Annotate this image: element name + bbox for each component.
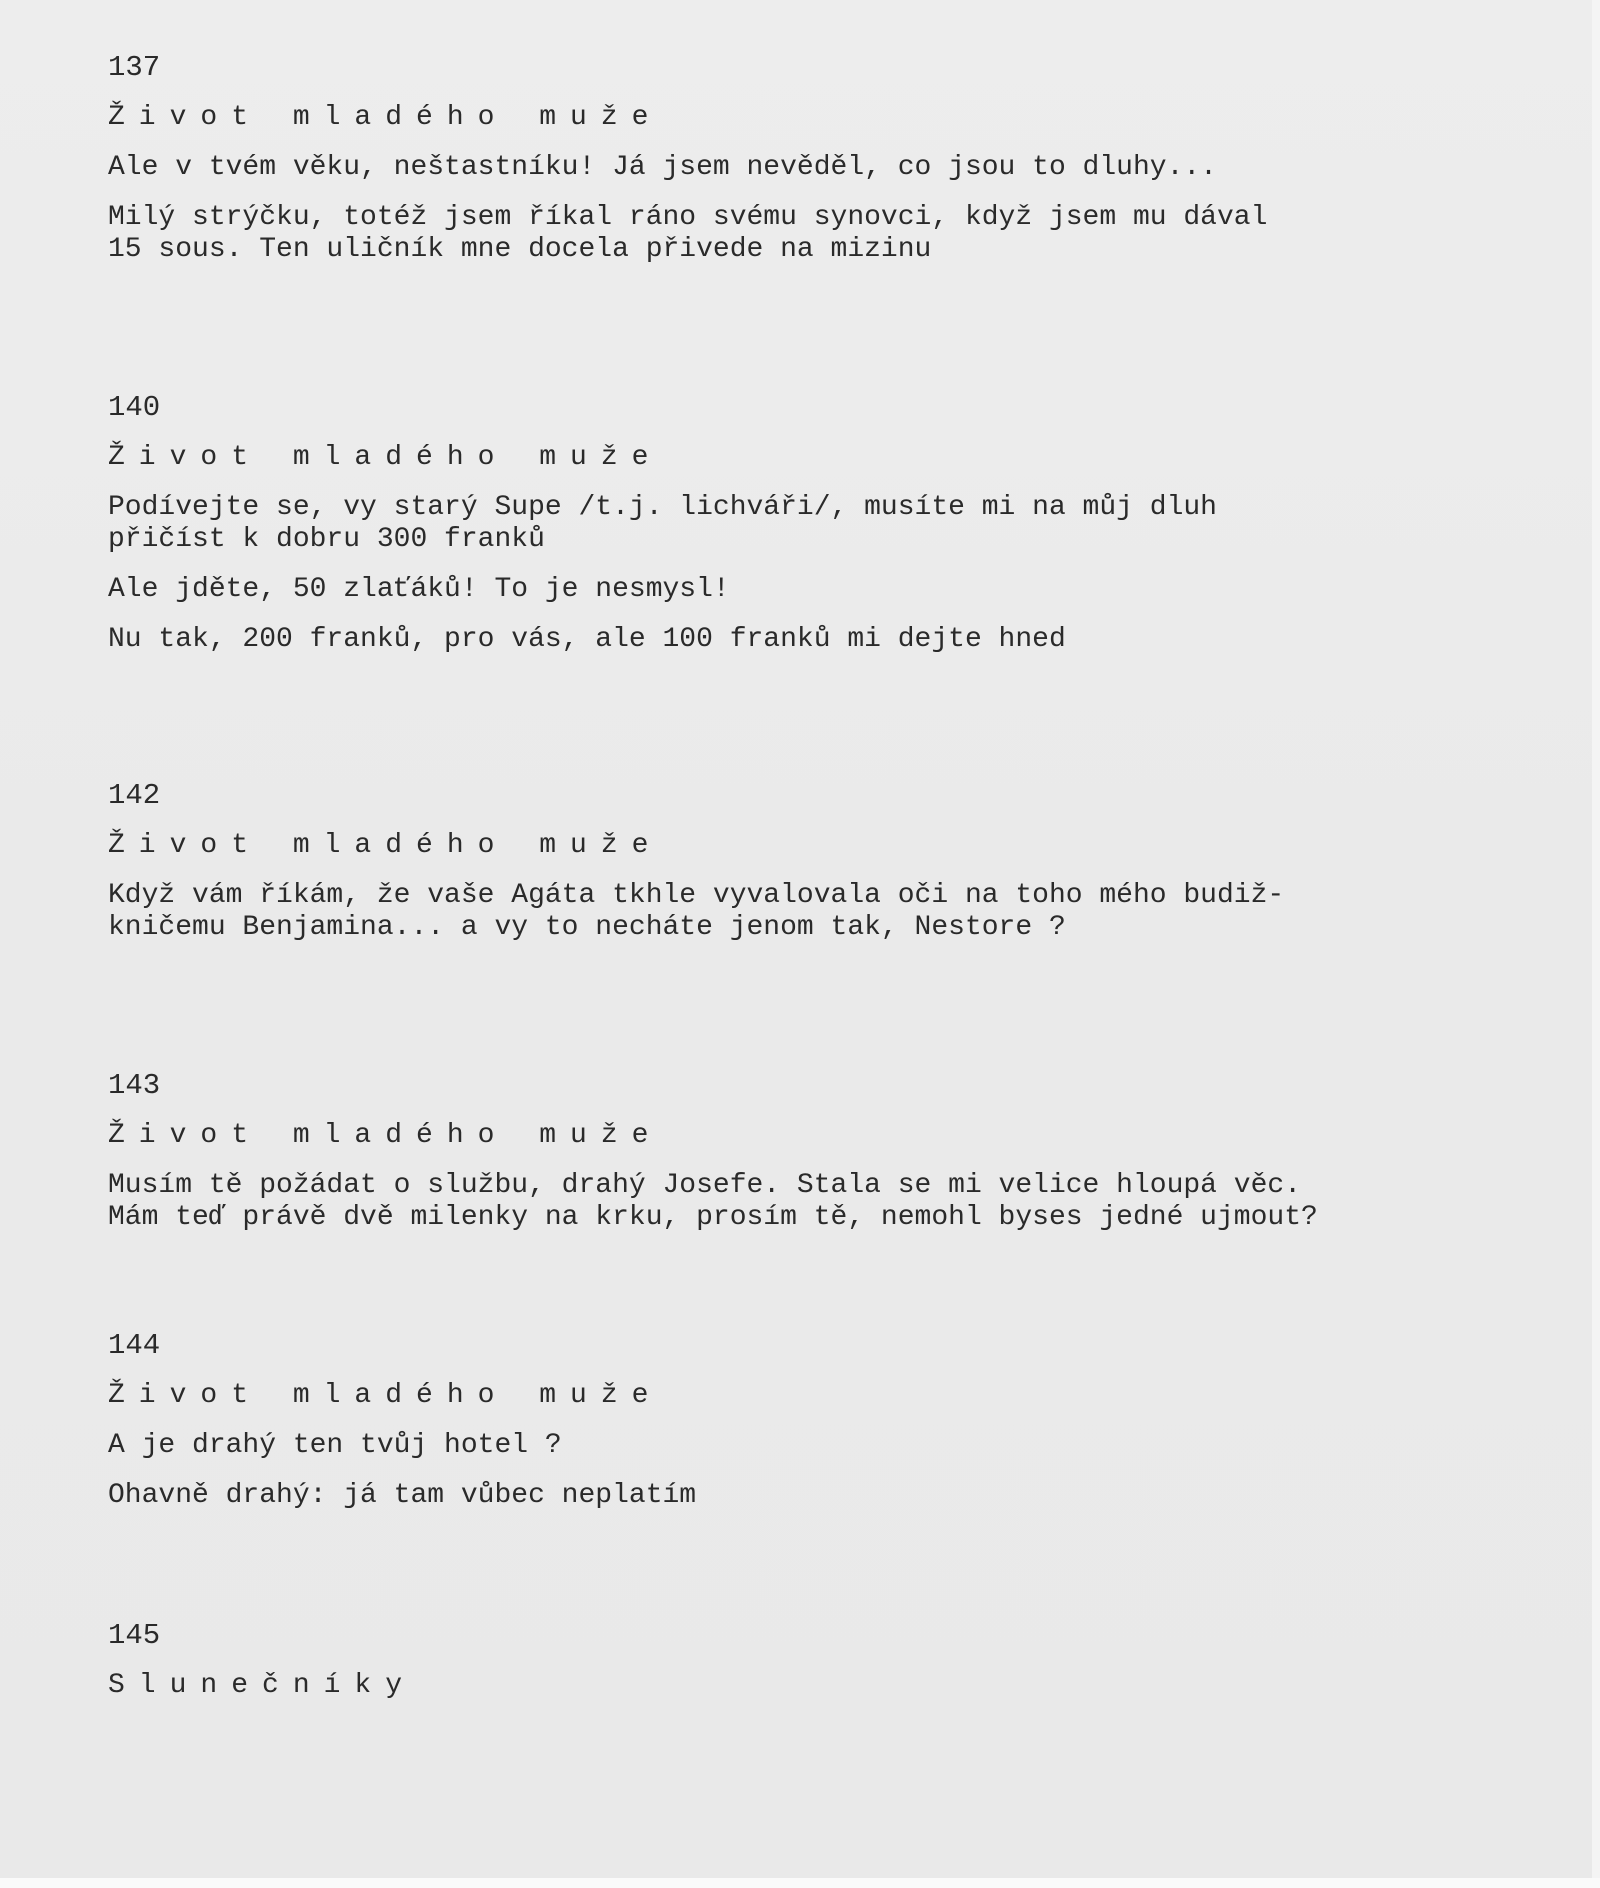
entry-number: 144 [108, 1329, 161, 1362]
paragraph [108, 1170, 1528, 1234]
text-line: Nu tak, 200 franků, pro vás, ale 100 franků mi dejte hned [108, 624, 1066, 655]
entry-140 [108, 392, 1528, 656]
text-line: Podívejte se, vy starý Supe /t.j. lichváři/, musíte mi na můj dluh [108, 492, 1217, 523]
text-line: Musím tě požádat o službu, drahý Josefe. Stala se mi velice hloupá věc. [108, 1170, 1301, 1201]
paragraph [108, 624, 1528, 656]
page-edge [1592, 0, 1600, 1888]
entry-137 [108, 52, 1528, 266]
entry-144 [108, 1330, 1528, 1512]
entry-title: Život mladého muže [108, 442, 663, 473]
paragraph [108, 880, 1528, 944]
entry-number: 142 [108, 779, 161, 812]
paragraph [108, 1430, 1528, 1462]
entry-title: Slunečníky [108, 1670, 417, 1701]
text-line: kničemu Benjamina... a vy to necháte jenom tak, Nestore ? [108, 912, 1066, 943]
entry-title: Život mladého muže [108, 1120, 663, 1151]
entry-145 [108, 1620, 1528, 1702]
entry-142 [108, 780, 1528, 944]
text-line: Ale jděte, 50 zlaťáků! To je nesmysl! [108, 574, 730, 605]
text-line: A je drahý ten tvůj hotel ? [108, 1430, 562, 1461]
entry-title: Život mladého muže [108, 102, 663, 133]
text-line: Milý strýčku, totéž jsem říkal ráno svému synovci, když jsem mu dával [108, 202, 1268, 233]
paragraph [108, 492, 1528, 556]
text-line: Ohavně drahý: já tam vůbec neplatím [108, 1480, 697, 1511]
text-line: Mám teď právě dvě milenky na krku, prosím tě, nemohl byses jedné ujmout? [108, 1202, 1318, 1233]
paragraph [108, 1480, 1528, 1512]
paragraph [108, 152, 1528, 184]
paragraph [108, 574, 1528, 606]
text-line: Když vám říkám, že vaše Agáta tkhle vyvalovala oči na toho mého budiž- [108, 880, 1285, 911]
text-line: 15 sous. Ten uličník mne docela přivede na mizinu [108, 234, 932, 265]
text-line: přičíst k dobru 300 franků [108, 524, 545, 555]
entry-number: 140 [108, 391, 161, 424]
text-line: Ale v tvém věku, neštastníku! Já jsem nevěděl, co jsou to dluhy... [108, 152, 1217, 183]
page-edge [0, 1878, 1600, 1888]
entry-title: Život mladého muže [108, 830, 663, 861]
entry-number: 145 [108, 1619, 161, 1652]
entry-143 [108, 1070, 1528, 1234]
entry-number: 143 [108, 1069, 161, 1102]
entry-number: 137 [108, 51, 161, 84]
paragraph [108, 202, 1528, 266]
entry-title: Život mladého muže [108, 1380, 663, 1411]
